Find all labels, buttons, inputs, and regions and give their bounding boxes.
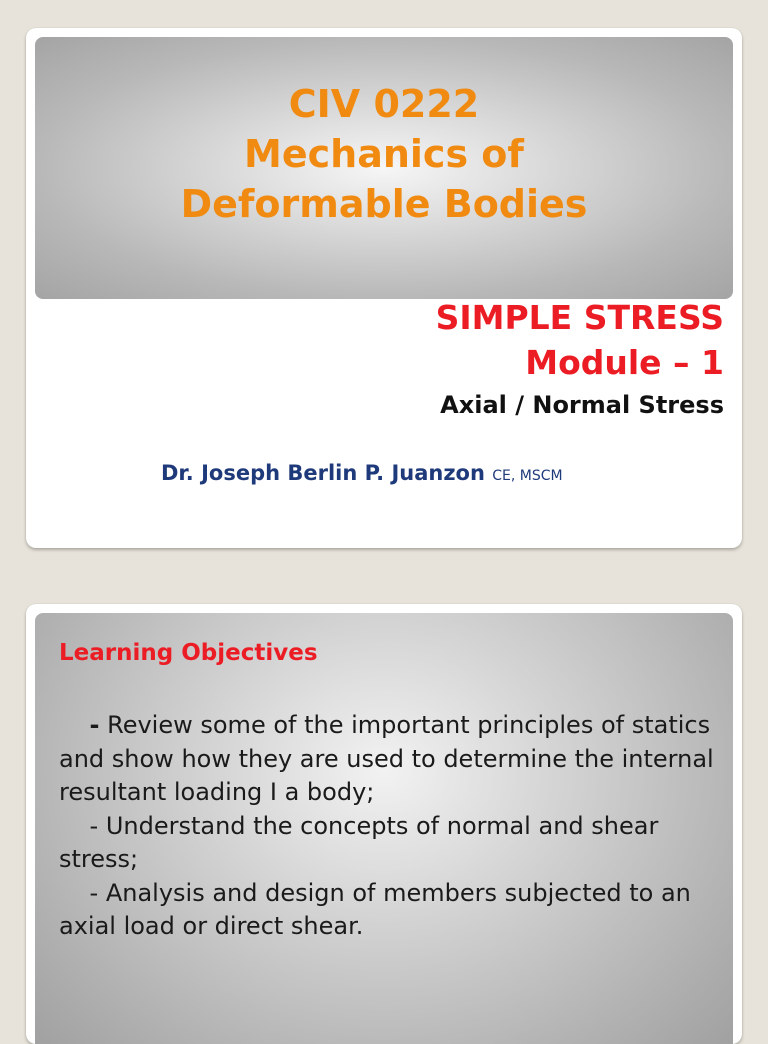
objective-bullet: - — [89, 711, 100, 739]
module-title: Module – 1 — [525, 343, 724, 382]
objectives-heading: Learning Objectives — [59, 640, 318, 666]
author-name: Dr. Joseph Berlin P. Juanzon — [161, 461, 485, 485]
objective-text: Understand the concepts of normal and shear stress; — [59, 811, 659, 873]
objective-text: Analysis and design of members subjected to an axial load or direct shear. — [59, 878, 691, 940]
objective-text: Review some of the important principles of statics and show how they are used to determine the internal resultant loading I a body; — [59, 711, 714, 806]
subtopic-title: Axial / Normal Stress — [440, 391, 724, 419]
objective-item — [59, 877, 729, 944]
author-credentials: CE, MSCM — [492, 468, 563, 484]
objectives-slide — [26, 604, 742, 1044]
objectives-panel — [35, 613, 733, 1044]
title-panel — [35, 37, 733, 299]
course-code: CIV 0222 — [288, 82, 480, 126]
objective-bullet: - — [89, 878, 106, 907]
title-slide — [26, 28, 742, 548]
objective-item — [59, 810, 729, 877]
course-name-line1: Mechanics of — [244, 132, 524, 176]
author-line — [161, 458, 563, 491]
objectives-list — [59, 709, 729, 944]
objective-item — [59, 709, 729, 810]
course-name-line2: Deformable Bodies — [180, 182, 588, 226]
objective-bullet: - — [89, 811, 106, 840]
course-title — [35, 79, 733, 229]
topic-title: SIMPLE STRESS — [435, 298, 724, 337]
